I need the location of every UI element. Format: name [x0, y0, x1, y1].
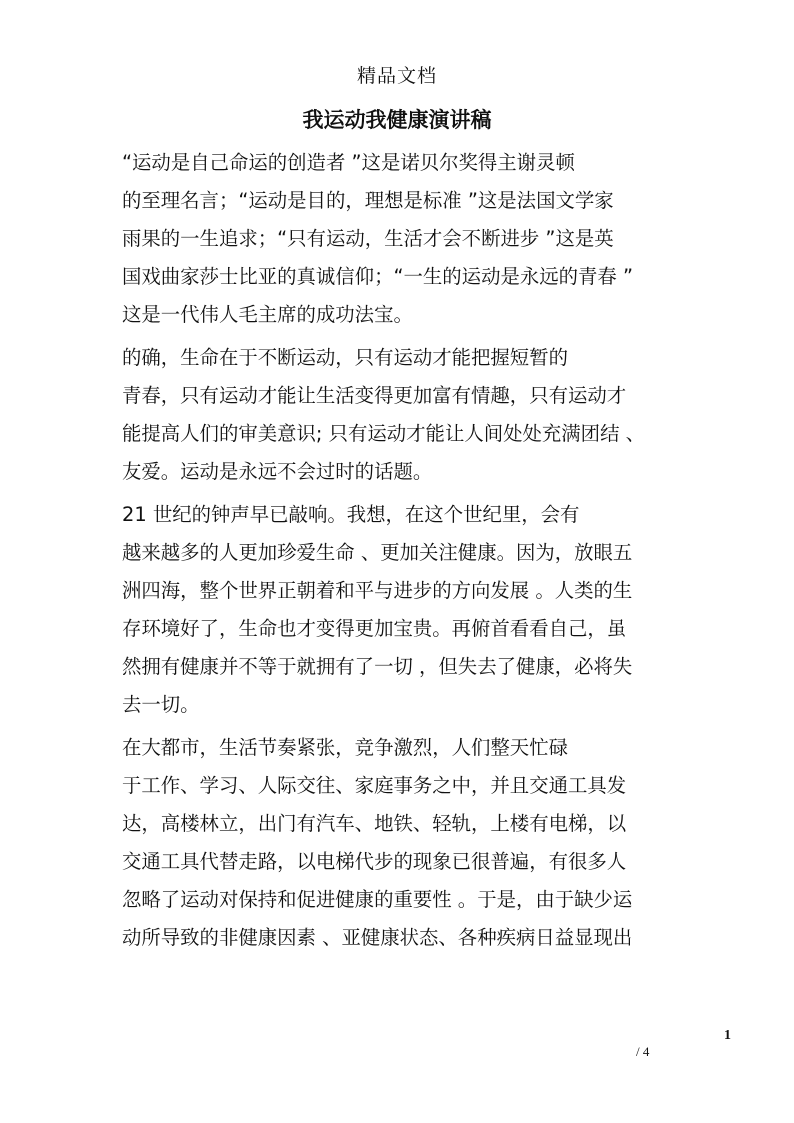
body-line: 能提高人们的审美意识; 只有运动才能让人间处处充满团结 、 [122, 422, 646, 445]
document-header: 精品文档 [356, 65, 437, 87]
body-line: 在大都市，生活节奏紧张，竞争激烈，人们整天忙碌 [122, 736, 568, 759]
body-line: 达，高楼林立，出门有汽车、地铁、轻轨，上楼有电梯，以 [122, 812, 627, 835]
body-line: 这是一代伟人毛主席的成功法宝。 [122, 303, 413, 326]
document-title: 我运动我健康演讲稿 [302, 107, 492, 132]
body-line: 动所导致的非健康因素 、亚健康状态、各种疾病日益显现出 [122, 926, 633, 949]
body-line: 友爱。运动是永远不会过时的话题。 [122, 460, 433, 483]
page-number: 1 [724, 1028, 731, 1043]
body-line: 交通工具代替走路，以电梯代步的现象已很普遍，有很多人 [122, 850, 627, 873]
body-line: 21 世纪的钟声早已敲响。我想，在这个世纪里，会有 [122, 503, 580, 526]
body-line: 的确，生命在于不断运动，只有运动才能把握短暂的 [122, 346, 568, 369]
page-total: / 4 [636, 1044, 650, 1059]
document-body [122, 144, 682, 957]
body-line: 国戏曲家莎士比亚的真诚信仰；“一生的运动是永远的青春 ” [122, 265, 634, 288]
body-line: 青春，只有运动才能让生活变得更加富有情趣，只有运动才 [122, 384, 627, 407]
body-line: 然拥有健康并不等于就拥有了一切 ，但失去了健康，必将失 [122, 655, 633, 678]
body-line: 去一切。 [122, 693, 200, 716]
body-line: 雨果的一生追求；“只有运动，生活才会不断进步 ”这是英 [122, 227, 614, 250]
body-line: 洲四海，整个世界正朝着和平与进步的方向发展 。人类的生 [122, 579, 633, 602]
body-line: 忽略了运动对保持和促进健康的重要性 。于是，由于缺少运 [122, 888, 633, 911]
body-line: 存环境好了，生命也才变得更加宝贵。再俯首看看自己，虽 [122, 617, 627, 640]
body-line: 的至理名言；“运动是目的，理想是标准 ”这是法国文学家 [122, 189, 614, 212]
body-line: 越来越多的人更加珍爱生命 、更加关注健康。因为，放眼五 [122, 541, 633, 564]
body-line: 于工作、学习、人际交往、家庭事务之中，并且交通工具发 [122, 774, 627, 797]
body-line: “运动是自己命运的创造者 ”这是诺贝尔奖得主谢灵顿 [122, 151, 575, 174]
